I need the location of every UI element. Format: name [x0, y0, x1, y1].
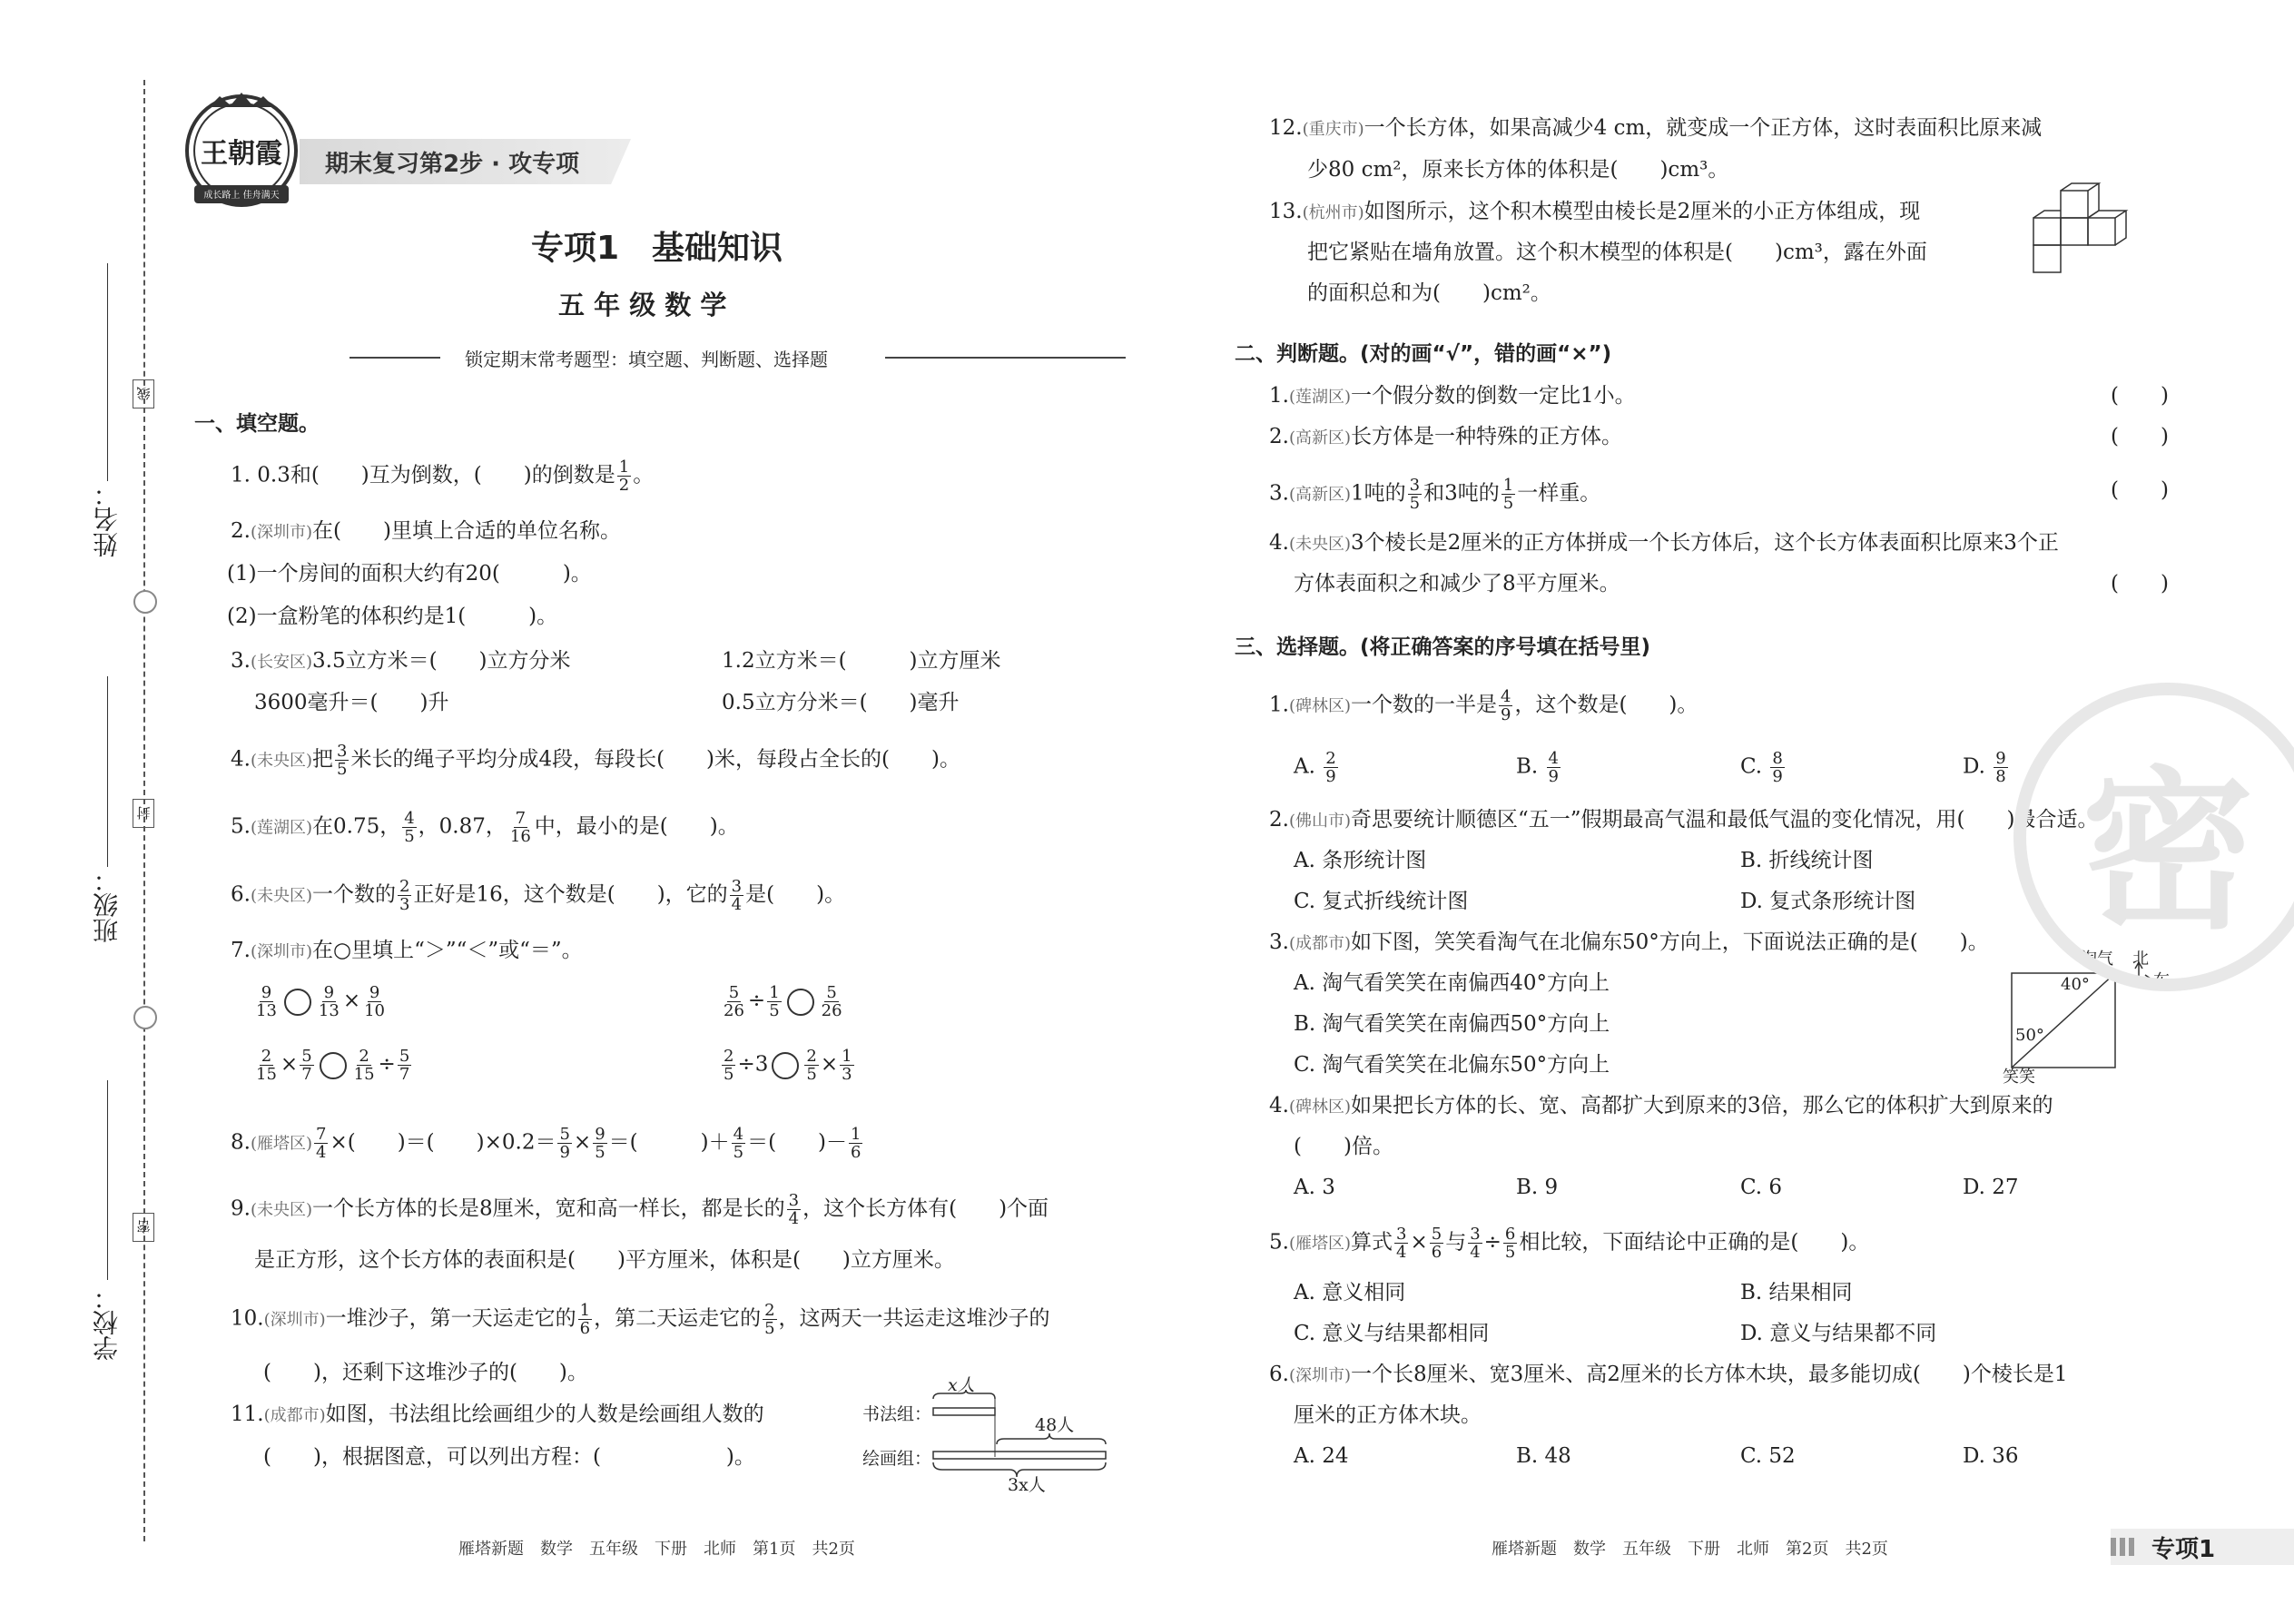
footer-right: 雁塔新题 数学 五年级 下册 北师 第2页 共2页	[1492, 1540, 1888, 1559]
question-10: 10.(深圳市)一堆沙子，第一天运走它的 $\frac{1}{6}$ ，第二天运走它的 $\frac{2}{5}$ ，这两天一共运走这堆沙子的	[231, 1301, 1050, 1338]
naughty-label: 淘气	[2081, 950, 2113, 969]
x-people-label: x人	[948, 1375, 975, 1395]
question-3-c: 3600毫升＝( )升	[254, 691, 449, 714]
seal-box-seal: 封	[133, 799, 154, 828]
source-tag: (深圳市)	[250, 523, 312, 542]
judge-item-4: 4.(未央区)3个棱长是2厘米的正方体拼成一个长方体后，这个长方体表面积比原来3个正	[1269, 531, 2059, 555]
choice-question-4-cont: ( )倍。	[1294, 1135, 1393, 1158]
school-underline	[107, 1080, 108, 1280]
answer-circle[interactable]	[320, 1052, 347, 1079]
3x-people-label: 3x人	[1008, 1475, 1046, 1495]
question-2-sub2: (2)一盒粉笔的体积约是1( )。	[227, 605, 558, 628]
page-title: 专项1 基础知识	[531, 230, 783, 267]
topic-rule-left	[350, 357, 440, 359]
choice-question-2: 2.(佛山市)奇思要统计顺德区“五一”假期最高气温和最低气温的变化情况，用( )最合适。	[1269, 808, 2099, 832]
question-12: 12.(重庆市)一个长方体，如果高减少4 cm，就变成一个正方体，这时表面积比原来减	[1269, 116, 2043, 140]
judge-item-3: 3.(高新区)1吨的 $\frac{3}{5}$ 和3吨的 $\frac{1}{5}$ 一样重。	[1269, 476, 1601, 513]
question-7: 7.(深圳市)在○里填上“＞”“＜”或“＝”。	[231, 939, 583, 962]
painting-group-label: 绘画组：	[862, 1449, 932, 1469]
compare-expr-2: $\frac{5}{26}$ ÷ $\frac{1}{5}$ $\frac{5}{26}$	[724, 983, 842, 1020]
question-11: 11.(成都市)如图，书法组比绘画组少的人数是绘画组人数的	[231, 1403, 764, 1426]
compare-expr-3: $\frac{2}{15}$ × $\frac{5}{7}$ $\frac{2}{15}$ ÷ $\frac{5}{7}$	[256, 1047, 410, 1084]
choice-option[interactable]: C. 淘气看笑笑在北偏东50°方向上	[1294, 1053, 1610, 1077]
question-13-cont1: 把它紧贴在墙角放置。这个积木模型的体积是( )cm³，露在外面	[1307, 241, 1927, 264]
choice-option[interactable]: C. $\frac{8}{9}$	[1740, 749, 1783, 786]
question-3-d: 0.5立方分米＝( )毫升	[722, 691, 960, 714]
question-12-cont: 少80 cm²，原来长方体的体积是( )cm³。	[1307, 158, 1729, 182]
choice-option[interactable]: C. 52	[1740, 1444, 1796, 1468]
judge-answer-paren[interactable]: ( )	[2111, 425, 2169, 448]
choice-option[interactable]: B. 结果相同	[1740, 1281, 1853, 1304]
class-underline	[107, 676, 108, 867]
choice-option[interactable]: B. 48	[1516, 1444, 1571, 1468]
question-2: 2.(深圳市)在( )里填上合适的单位名称。	[231, 519, 621, 543]
choice-option[interactable]: A. 条形统计图	[1294, 849, 1427, 872]
answer-circle[interactable]	[772, 1052, 799, 1079]
question-11-cont: ( )，根据图意，可以列出方程：( )。	[263, 1445, 755, 1469]
bar-model-figure	[862, 1375, 1135, 1493]
judge-item-4-cont: 方体表面积之和减少了8平方厘米。	[1294, 572, 1620, 595]
q1-text: 1. 0.3和( )互为倒数，( )的倒数是	[231, 463, 615, 487]
choice-option[interactable]: D. 27	[1963, 1176, 2019, 1199]
question-5: 5.(莲湖区)在0.75， $\frac{4}{5}$ ，0.87， $\frac{7}{16}$ 中，最小的是( )。	[231, 809, 739, 846]
choice-question-1: 1.(碑林区)一个数的一半是 $\frac{4}{9}$ ，这个数是( )。	[1269, 687, 1698, 724]
binding-hole	[133, 1006, 157, 1029]
topic-line: 锁定期末常考题型：填空题、判断题、选择题	[465, 349, 828, 370]
question-10-cont: ( )，还剩下这堆沙子的( )。	[263, 1361, 588, 1384]
question-4: 4.(未央区)把 $\frac{3}{5}$ 米长的绳子平均分成4段，每段长( )米，每段占全长的( )。	[231, 742, 960, 779]
seal-box-line: 线	[133, 379, 154, 408]
choice-question-3: 3.(成都市)如下图，笑笑看淘气在北偏东50°方向上，下面说法正确的是( )。	[1269, 930, 1989, 954]
class-label: 班级：	[92, 867, 122, 943]
choice-option[interactable]: C. 6	[1740, 1176, 1783, 1199]
question-3: 3.(长安区)3.5立方米＝( )立方分米	[231, 649, 571, 673]
calligraphy-group-label: 书法组：	[862, 1404, 932, 1424]
logo-badge	[182, 91, 301, 211]
judge-answer-paren[interactable]: ( )	[2111, 384, 2169, 408]
north-label: 北	[2132, 950, 2149, 969]
logo-subtext: 成长路上 佳舟满天	[203, 191, 280, 201]
section-choice-heading: 三、选择题。(将正确答案的序号填在括号里)	[1235, 635, 1651, 659]
bar-model-lines	[862, 1375, 1135, 1493]
page-subtitle: 五 年 级 数 学	[558, 290, 727, 320]
question-1: 1. 0.3和( )互为倒数，( )的倒数是 $\frac{1}{2}$ 。	[231, 458, 655, 495]
choice-option[interactable]: B. 9	[1516, 1176, 1559, 1199]
angle-50-label: 50°	[2015, 1026, 2044, 1045]
48-people-label: 48人	[1035, 1415, 1075, 1435]
choice-option[interactable]: D. 36	[1963, 1444, 2019, 1468]
fraction: $\frac{3}{5}$	[337, 742, 348, 779]
answer-circle[interactable]	[284, 989, 311, 1016]
school-label: 学校：	[92, 1284, 122, 1361]
special-topic-tag-text: 专项1	[2151, 1536, 2216, 1563]
judge-item-1: 1.(莲湖区)一个假分数的倒数一定比1小。	[1269, 384, 1636, 408]
choice-question-4: 4.(碑林区)如果把长方体的长、宽、高都扩大到原来的3倍，那么它的体积扩大到原来的	[1269, 1094, 2053, 1117]
choice-option[interactable]: B. 淘气看笑笑在南偏西50°方向上	[1294, 1012, 1610, 1036]
choice-option[interactable]: C. 复式折线统计图	[1294, 890, 1469, 913]
choice-option[interactable]: B. $\frac{4}{9}$	[1516, 749, 1559, 786]
question-9-cont: 是正方形，这个长方体的表面积是( )平方厘米，体积是( )立方厘米。	[254, 1248, 955, 1272]
judge-item-2: 2.(高新区)长方体是一种特殊的正方体。	[1269, 425, 1622, 448]
choice-option[interactable]: A. 24	[1294, 1444, 1349, 1468]
judge-answer-paren[interactable]: ( )	[2111, 478, 2169, 502]
answer-circle[interactable]	[787, 989, 814, 1016]
topic-rule-right	[885, 357, 1126, 359]
question-13-cont2: 的面积总和为( )cm²。	[1307, 281, 1551, 305]
tag-decoration	[2111, 1538, 2138, 1556]
question-8: 8.(雁塔区) $\frac{7}{4}$ ×( )＝( )×0.2＝ $\frac{5}{9}$ × $\frac{9}{5}$ ＝( )＋ $\frac{4}{5}$ ＝( )－ $\frac{1}{6}$	[231, 1125, 861, 1162]
question-3-b: 1.2立方米＝( )立方厘米	[722, 649, 1001, 673]
question-9: 9.(未央区)一个长方体的长是8厘米，宽和高一样长，都是长的 $\frac{3}{4}$ ，这个长方体有( )个面	[231, 1191, 1049, 1228]
choice-question-5: 5.(雁塔区)算式 $\frac{3}{4}$ × $\frac{5}{6}$ 与 $\frac{3}{4}$ ÷ $\frac{6}{5}$ 相比较，下面结论中正确的是( )。	[1269, 1225, 1870, 1262]
choice-option[interactable]: C. 意义与结果都相同	[1294, 1322, 1490, 1345]
fraction: $\frac{1}{2}$	[618, 458, 630, 495]
logo-text: 王朝霞	[201, 138, 282, 170]
step-banner-text: 期末复习第2步 · 攻专项	[325, 151, 580, 178]
choice-option[interactable]: D. $\frac{9}{8}$	[1963, 749, 2006, 786]
judge-answer-paren[interactable]: ( )	[2111, 572, 2169, 595]
choice-question-6: 6.(深圳市)一个长8厘米、宽3厘米、高2厘米的长方体木块，最多能切成( )个棱长是1	[1269, 1363, 2068, 1386]
question-13: 13.(杭州市)如图所示，这个积木模型由棱长是2厘米的小正方体组成，现	[1269, 200, 1921, 223]
question-2-sub1: (1)一个房间的面积大约有20( )。	[227, 562, 592, 586]
cube-model-figure	[2030, 182, 2157, 281]
choice-option[interactable]: B. 折线统计图	[1740, 849, 1874, 872]
choice-option[interactable]: A. 3	[1294, 1176, 1335, 1199]
choice-question-6-cont: 厘米的正方体木块。	[1294, 1403, 1482, 1427]
binding-hole	[133, 590, 157, 614]
east-label: 东	[2153, 971, 2170, 990]
choice-option[interactable]: A. $\frac{2}{9}$	[1294, 749, 1336, 786]
name-label: 姓名：	[92, 481, 122, 557]
choice-option[interactable]: D. 意义与结果都不同	[1740, 1322, 1937, 1345]
smile-label: 笑笑	[2003, 1068, 2035, 1087]
compare-expr-1: $\frac{9}{13}$ $\frac{9}{13}$ × $\frac{9}{10}$	[256, 983, 385, 1020]
choice-option[interactable]: A. 意义相同	[1294, 1281, 1406, 1304]
compare-expr-4: $\frac{2}{5}$ ÷3 $\frac{2}{5}$ × $\frac{1}{3}$	[724, 1047, 852, 1084]
choice-option[interactable]: D. 复式条形统计图	[1740, 890, 1916, 913]
choice-option[interactable]: A. 淘气看笑笑在南偏西40°方向上	[1294, 971, 1610, 995]
angle-40-label: 40°	[2061, 975, 2090, 994]
question-6: 6.(未央区)一个数的 $\frac{2}{3}$ 正好是16，这个数是( )，它的 $\frac{3}{4}$ 是( )。	[231, 877, 846, 914]
section-fill-heading: 一、填空题。	[194, 412, 320, 436]
name-underline	[107, 263, 108, 481]
section-judge-heading: 二、判断题。(对的画“√”，错的画“×”)	[1235, 342, 1612, 366]
secret-watermark: 密	[2013, 683, 2294, 991]
footer-left: 雁塔新题 数学 五年级 下册 北师 第1页 共2页	[458, 1540, 855, 1559]
seal-box-secret: 密	[133, 1213, 154, 1242]
